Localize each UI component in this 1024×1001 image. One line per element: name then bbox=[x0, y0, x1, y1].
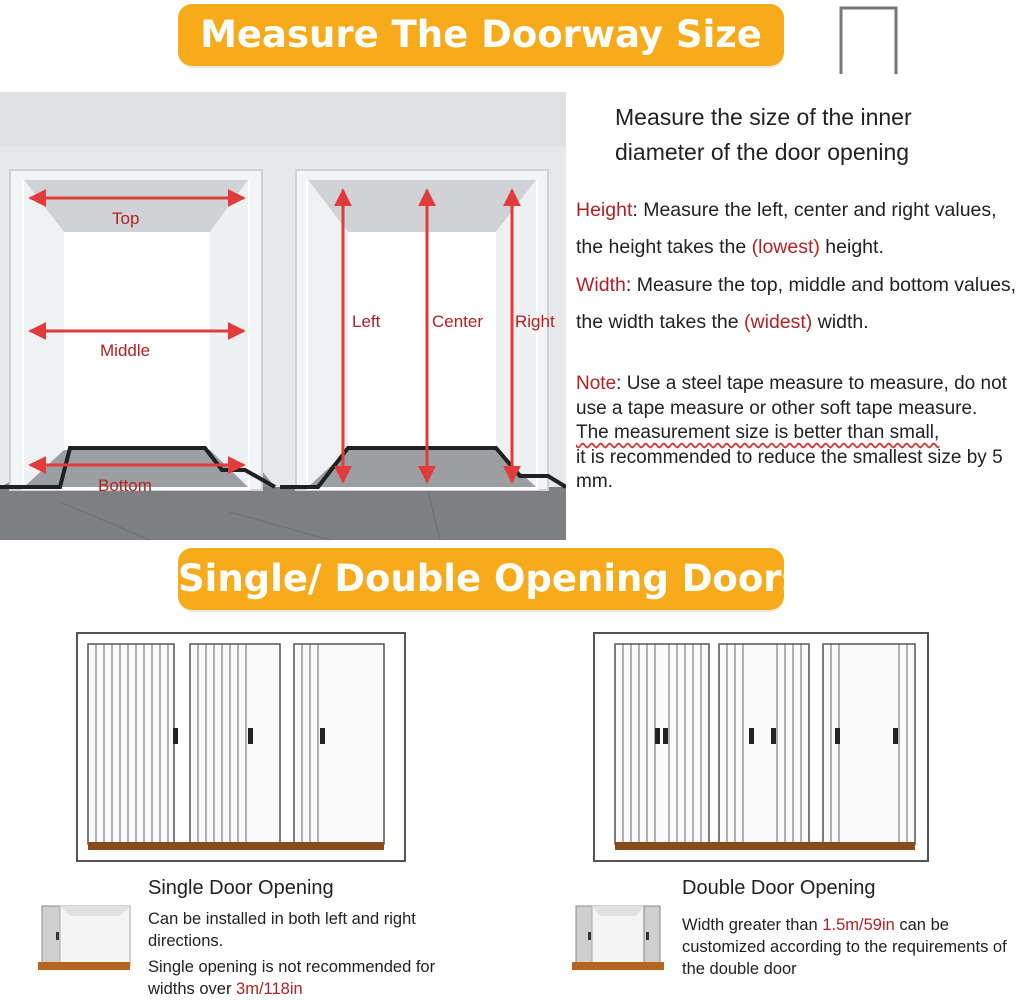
width-text-end: width. bbox=[812, 311, 869, 333]
single-door-line2-text: Single opening is not recommended for widths over bbox=[148, 958, 436, 998]
label-right: Right bbox=[515, 312, 555, 331]
note-text: : Use a steel tape measure to measure, do not use a tape measure or other soft tape measure. bbox=[576, 373, 1007, 419]
widest-highlight: (widest) bbox=[744, 311, 813, 333]
label-left: Left bbox=[352, 312, 381, 331]
width-text: : Measure the top, middle and bottom values, the width takes the bbox=[576, 274, 1017, 333]
label-top: Top bbox=[112, 209, 140, 228]
height-text: : Measure the left, center and right values, the height takes the bbox=[576, 199, 997, 258]
note-label: Note bbox=[576, 373, 617, 394]
door-frame-icon bbox=[836, 4, 900, 76]
lead-line-2: diameter of the door opening bbox=[615, 139, 910, 165]
double-opening-icon bbox=[570, 902, 666, 972]
width-label: Width bbox=[576, 274, 626, 296]
measure-doorway-banner: Measure The Doorway Size bbox=[178, 4, 784, 66]
double-door-text-post: can be customized according to the requirements of the double door bbox=[682, 916, 1007, 978]
label-bottom: Bottom bbox=[98, 476, 152, 495]
width-instruction bbox=[576, 267, 1022, 341]
lead-instruction bbox=[615, 100, 912, 170]
double-door-line1 bbox=[682, 914, 1012, 980]
double-door-title: Double Door Opening bbox=[682, 877, 876, 899]
height-instruction bbox=[576, 192, 1022, 266]
note-underlined: The measurement size is better than small, bbox=[576, 422, 940, 443]
height-text-end: height. bbox=[819, 236, 884, 258]
single-door-line1: Can be installed in both left and right directions. bbox=[148, 910, 416, 950]
note-instruction bbox=[576, 372, 1022, 495]
label-middle: Middle bbox=[100, 341, 151, 360]
single-opening-icon bbox=[36, 902, 132, 972]
single-door-title: Single Door Opening bbox=[148, 877, 334, 899]
double-door-diagram bbox=[593, 632, 929, 862]
opening-doors-banner: Single/ Double Opening Doors bbox=[178, 548, 784, 610]
min-width-highlight: 1.5m/59in bbox=[822, 916, 895, 934]
lowest-highlight: (lowest) bbox=[751, 236, 820, 258]
single-door-diagram bbox=[76, 632, 406, 862]
height-label: Height bbox=[576, 199, 633, 221]
doorway-illustration bbox=[0, 92, 566, 540]
note-tail: it is recommended to reduce the smallest size by 5 mm. bbox=[576, 446, 1003, 492]
max-width-highlight: 3m/118in bbox=[236, 980, 303, 998]
double-door-text-pre: Width greater than bbox=[682, 916, 823, 934]
single-door-line2 bbox=[148, 956, 478, 1000]
lead-line-1: Measure the size of the inner bbox=[615, 104, 912, 130]
label-center: Center bbox=[432, 312, 484, 331]
